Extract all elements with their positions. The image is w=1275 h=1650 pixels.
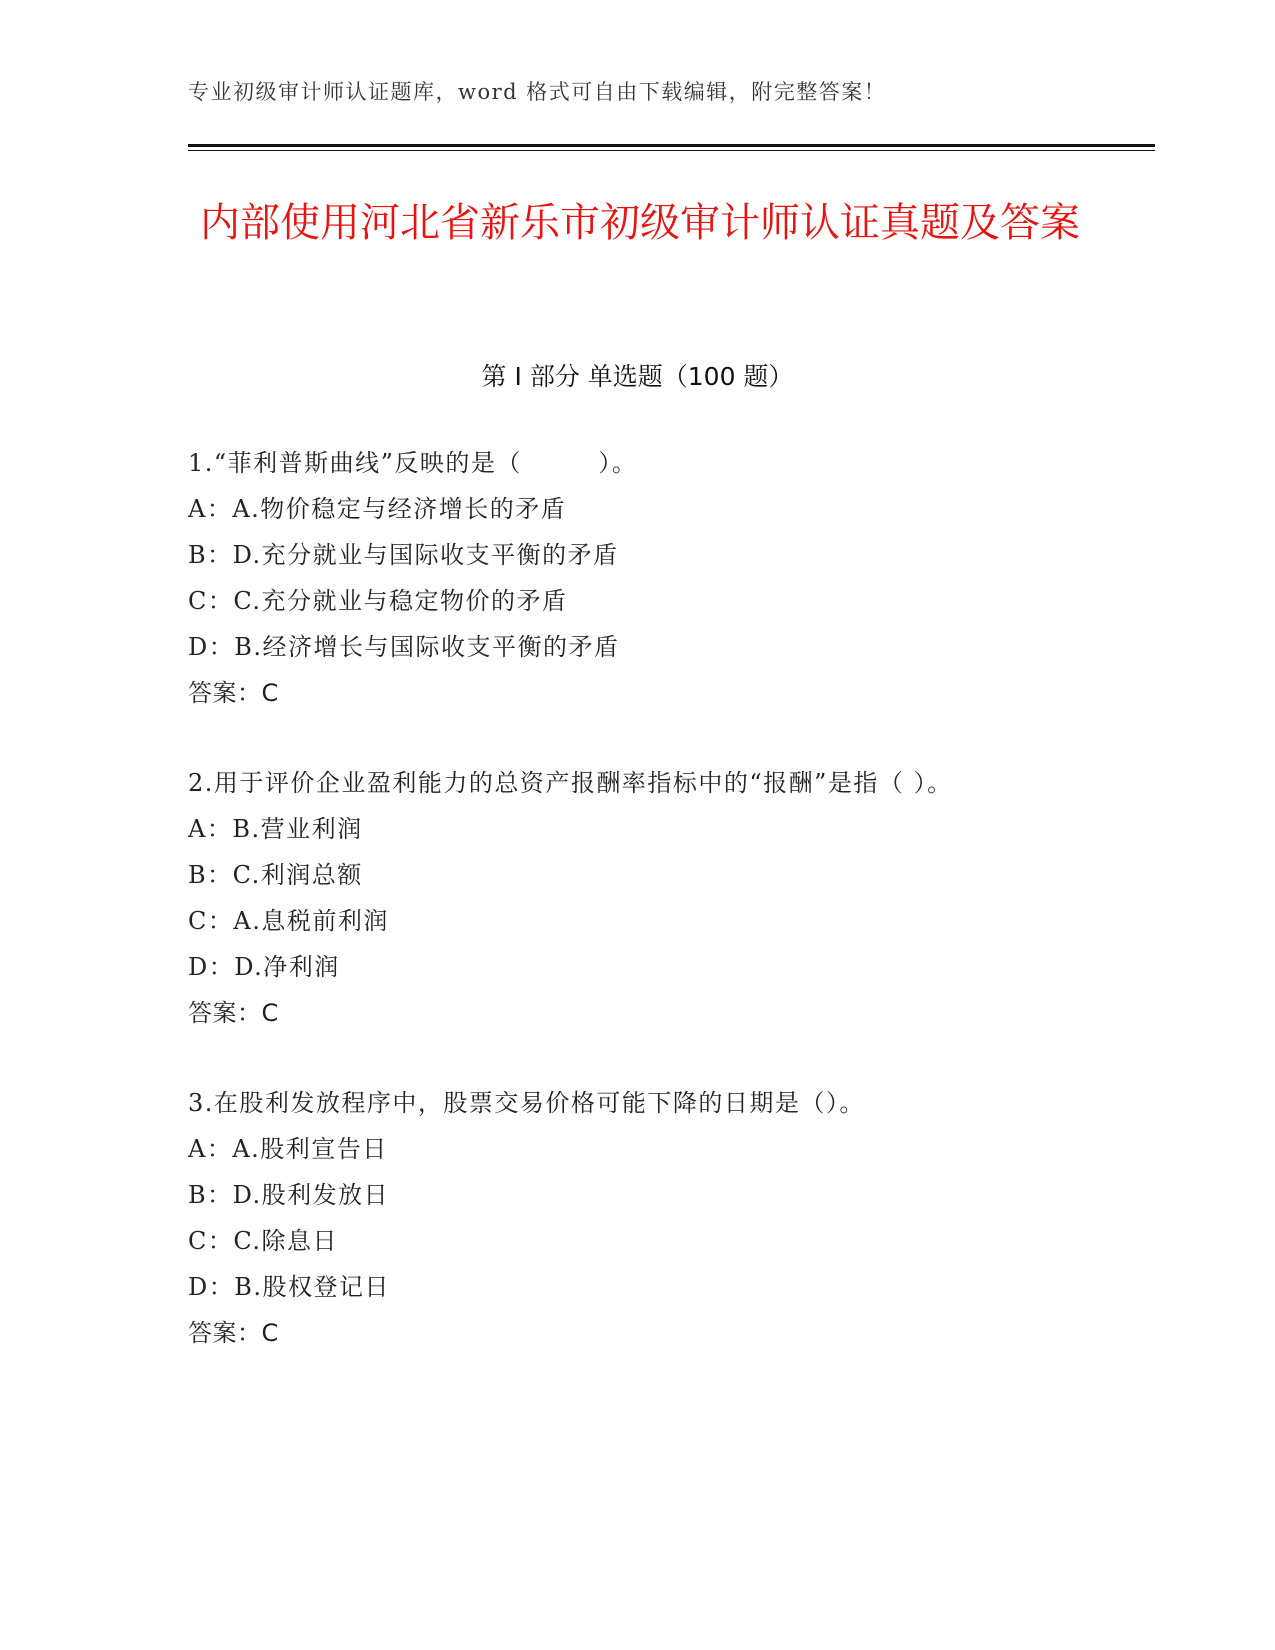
question-stem: 1.“菲利普斯曲线”反映的是（ ）。 (188, 449, 638, 477)
header-note: 专业初级审计师认证题库，word 格式可自由下载编辑，附完整答案！ (188, 80, 887, 104)
option-c: C：C.充分就业与稳定物价的矛盾 (188, 587, 568, 615)
option-b: B：D.股利发放日 (188, 1181, 390, 1209)
option-b: B：D.充分就业与国际收支平衡的矛盾 (188, 541, 619, 569)
answer-line: 答案：C (188, 1319, 279, 1347)
answer-line: 答案：C (188, 999, 279, 1027)
answer-line: 答案：C (188, 679, 279, 707)
option-d: D：D.净利润 (188, 953, 340, 981)
option-a: A：A.物价稳定与经济增长的矛盾 (188, 495, 567, 523)
header-divider-thick (188, 144, 1155, 147)
question-item (188, 760, 1088, 1036)
option-c: C：C.除息日 (188, 1227, 338, 1255)
option-b: B：C.利润总额 (188, 861, 363, 889)
section-heading: 第 I 部分 单选题（100 题） (481, 362, 794, 391)
header-divider-thin (188, 150, 1155, 151)
option-d: D：B.经济增长与国际收支平衡的矛盾 (188, 633, 620, 661)
document-title: 内部使用河北省新乐市初级审计师认证真题及答案 (200, 200, 1080, 246)
question-stem: 3.在股利发放程序中，股票交易价格可能下降的日期是（）。 (188, 1089, 865, 1117)
option-a: A：B.营业利润 (188, 815, 363, 843)
question-item (188, 440, 1088, 716)
question-stem: 2.用于评价企业盈利能力的总资产报酬率指标中的“报酬”是指（ ）。 (188, 769, 953, 797)
option-d: D：B.股权登记日 (188, 1273, 391, 1301)
option-c: C：A.息税前利润 (188, 907, 389, 935)
question-item (188, 1080, 1088, 1356)
question-list (188, 440, 1088, 1400)
option-a: A：A.股利宣告日 (188, 1135, 388, 1163)
